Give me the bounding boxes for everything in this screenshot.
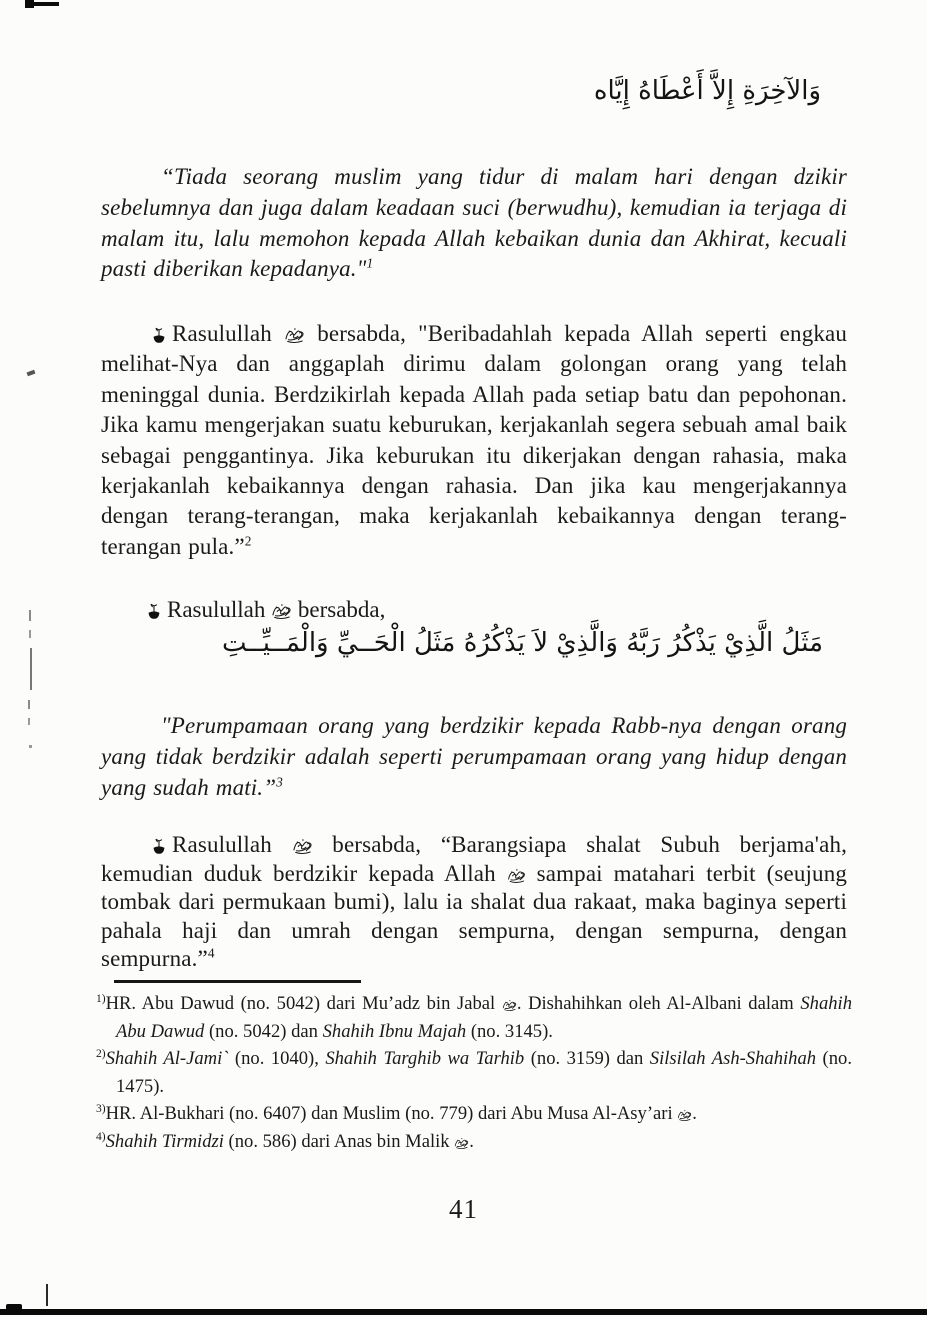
- footnotes-section: [96, 990, 852, 1156]
- book-title: Shahih Al-Jami`: [105, 1048, 229, 1070]
- footnote-text: HR. Al-Bukhari (no. 6407) dan Muslim (no. 779) dari Abu Musa Al-Asy’ari: [105, 1103, 678, 1125]
- footnote-1: [96, 990, 852, 1045]
- book-title: Shahih Abu Dawud: [116, 993, 853, 1042]
- footnote-3: [96, 1100, 852, 1128]
- scan-speck: [30, 648, 32, 690]
- paragraph-hadith-translation-1: [101, 162, 847, 285]
- paragraph-text: bersabda, “Barangsiapa shalat Subuh berjama'ah, kemudian duduk berdzikir kepada Allah: [101, 832, 847, 886]
- radhiallahu-anhu-seal-icon: [454, 1136, 469, 1150]
- hadith-ornament-icon: [151, 326, 167, 345]
- paragraph-text: bersabda, "Beribadahlah kepada Allah seperti engkau melihat-Nya dan anggaplah dirimu dalam golongan orang yang telah meninggal dunia. Berdzikirlah kepada Allah pada setiap batu dan pepohonan. Jika kamu mengerjakan suatu keburukan, kerjakanlah segera sebuah amal baik sebagai penggantinya. Jika keburukan itu dikerjakan dengan rahasia, maka kerjakanlah kebaikannya dengan rahasia. Dan jika kau mengerjakannya dengan terang-terangan, maka kerjakanlah kebaikannya dengan terang-terangan pula.”: [101, 321, 848, 559]
- scan-speck: [29, 610, 31, 621]
- footnote-text: .: [692, 1103, 697, 1125]
- scan-speck: [29, 630, 31, 638]
- footnote-text: (no. 586) dari Anas bin Malik: [223, 1130, 455, 1152]
- footnote-separator-rule: [114, 980, 361, 983]
- footnote-2: [96, 1045, 852, 1100]
- scan-artifact-bottom-bar: [0, 1309, 927, 1315]
- footnote-marker: 1): [96, 992, 106, 1005]
- footnote-ref-1: 1: [366, 255, 374, 271]
- footnote-text: . Dishahihkan oleh Al-Albani dalam: [516, 993, 801, 1014]
- footnote-text: HR. Abu Dawud (no. 5042) dari Mu’adz bin Jabal: [105, 993, 502, 1014]
- footnote-marker: 4): [96, 1130, 106, 1143]
- paragraph-hadith-4: [101, 831, 847, 974]
- sallallahu-alaihi-wasallam-seal-icon: [271, 602, 292, 620]
- arabic-hadith-line: مَثَلُ الَّذِيْ يَذْكُرُ رَبَّهُ وَالَّذِيْ لاَ يَذْكُرُهُ مَثَلُ الْحَــيِّ وَالْمَــيِّــتِ: [222, 628, 823, 658]
- page-number: 41: [449, 1194, 478, 1224]
- footnote-ref-3: 3: [276, 773, 283, 789]
- paragraph-text: “Tiada seorang muslim yang tidur di malam hari dengan dzikir sebelumnya dan juga dalam keadaan suci (berwudhu), kemudian ia terjaga di malam itu, lalu memohon kepada Allah kebaikan dunia dan Akhirat, kecuali pasti diberikan kepadanya.": [101, 164, 847, 282]
- scan-speck: [28, 700, 30, 709]
- footnote-marker: 2): [96, 1048, 106, 1060]
- radhiallahu-anhu-seal-icon: [502, 998, 517, 1012]
- paragraph-text: sampai matahari terbit (seujung tombak dari permukaan bumi), lalu ia shalat dua rakaat, maka baginya seperti pahala haji dan umrah dengan sempurna, dengan sempurna, dengan sempurna.”: [101, 860, 847, 972]
- sallallahu-alaihi-wasallam-seal-icon: [284, 326, 305, 344]
- footnote-4: [96, 1128, 852, 1156]
- book-title: Shahih Tirmidzi: [105, 1130, 224, 1152]
- footnote-text: .: [469, 1130, 474, 1152]
- footnote-text: (no. 1475).: [116, 1048, 852, 1097]
- hadith-ornament-icon: [146, 602, 162, 621]
- paragraph-hadith-translation-3: [101, 711, 847, 803]
- scan-artifact-top-left-nub: [25, 0, 34, 8]
- scan-speck: [27, 370, 36, 376]
- footnote-ref-4: 4: [207, 945, 215, 961]
- azza-wa-jalla-seal-icon: [507, 867, 526, 884]
- bersabda-text: bersabda,: [292, 597, 386, 622]
- paragraph-hadith-2: [101, 319, 847, 562]
- footnote-text: (no. 1040),: [228, 1048, 326, 1070]
- footnote-ref-2: 2: [244, 533, 252, 549]
- hadith-ornament-icon: [151, 837, 167, 856]
- scan-speck: [29, 745, 32, 748]
- sallallahu-alaihi-wasallam-seal-icon: [292, 837, 313, 855]
- scan-speck: [28, 718, 30, 725]
- book-title: Shahih Targhib wa Tarhib: [325, 1048, 525, 1070]
- footnote-text: (no. 5042) dan: [204, 1020, 323, 1042]
- scan-artifact-tick: [46, 1284, 48, 1306]
- rasulullah-text: Rasulullah: [172, 321, 272, 346]
- book-title: Shahih Ibnu Majah: [322, 1020, 467, 1042]
- book-title: Silsilah Ash-Shahihah: [649, 1048, 817, 1070]
- rasulullah-text: Rasulullah: [172, 832, 272, 857]
- radhiallahu-anhu-seal-icon: [677, 1108, 692, 1122]
- footnote-marker: 3): [96, 1103, 106, 1116]
- paragraph-text: "Perumpamaan orang yang berdzikir kepada Rabb-nya dengan orang yang tidak berdzikir adalah seperti perumpamaan orang yang hidup dengan yang sudah mati.”: [101, 713, 847, 800]
- footnote-text: (no. 3145).: [466, 1020, 553, 1042]
- arabic-verse-line-1: وَالآخِرَةِ إِلاَّ أَعْطَاهُ إِيَّاه: [593, 76, 821, 106]
- hadith-intro-line: [146, 597, 385, 623]
- rasulullah-text: Rasulullah: [167, 597, 266, 622]
- footnote-text: (no. 3159) dan: [524, 1048, 650, 1070]
